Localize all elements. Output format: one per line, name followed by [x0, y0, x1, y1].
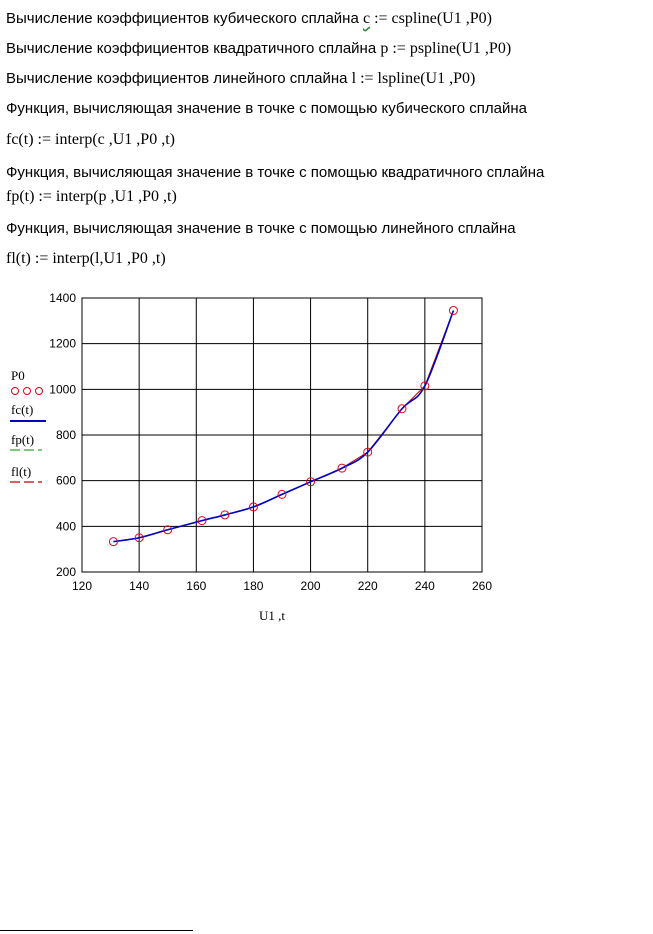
text-line-linear-coeffs: [6, 70, 475, 88]
y-tick-label: 400: [55, 519, 76, 534]
y-tick-label: 800: [55, 428, 76, 442]
chart-ticks: [49, 291, 492, 593]
text-line-cubic-func: Функция, вычисляющая значение в точке с помощью кубического сплайна: [6, 100, 527, 117]
chart-grid: [82, 298, 482, 572]
legend-marker: [12, 388, 19, 395]
text-line-cubic-coeffs: [6, 10, 492, 28]
x-tick-label: 180: [243, 579, 264, 593]
x-tick-label: 220: [357, 579, 378, 593]
line-text: Вычисление коэффициентов линейного сплайна: [6, 70, 352, 87]
linear-coeff-formula: l := lspline(U1 ,P0): [351, 70, 476, 87]
x-tick-label: 120: [71, 579, 93, 593]
quadratic-coeff-formula: p := pspline(U1 ,P0): [380, 40, 512, 57]
formula-fl: fl(t) := interp(l,U1 ,P0 ,t): [6, 250, 166, 267]
legend-marker: [24, 388, 31, 395]
x-tick-label: 160: [186, 579, 207, 593]
y-tick-label: 1400: [49, 291, 76, 305]
x-tick-label: 260: [471, 579, 493, 593]
line-text: Вычисление коэффициентов кубического сплайна: [6, 10, 363, 27]
legend-marker: [36, 388, 43, 395]
x-tick-label: 140: [129, 579, 150, 593]
series-fl-line: [113, 311, 453, 542]
p0-point: [449, 307, 457, 315]
legend-label: P0: [11, 368, 25, 383]
series-fc-line: [113, 311, 453, 542]
footnote-divider: [0, 930, 193, 931]
y-tick-label: 1000: [49, 382, 76, 397]
y-tick-label: 600: [55, 473, 76, 488]
legend-label: fl(t): [11, 464, 32, 479]
legend-label: fp(t): [11, 432, 35, 447]
x-tick-label: 200: [300, 579, 321, 593]
formula-fc: fc(t) := interp(c ,U1 ,P0 ,t): [6, 131, 175, 148]
cubic-coeff-formula: := cspline(U1 ,P0): [370, 10, 492, 27]
y-tick-label: 1200: [49, 336, 76, 351]
chart-points: [109, 307, 457, 546]
line-text: Вычисление коэффициентов квадратичного сплайна: [6, 40, 381, 57]
chart-series-lines: [113, 311, 453, 542]
x-axis-label: U1 ,t: [259, 608, 285, 623]
formula-fp: fp(t) := interp(p ,U1 ,P0 ,t): [6, 188, 177, 205]
series-fp-line: [113, 311, 453, 542]
text-line-quadratic-coeffs: [6, 40, 511, 58]
y-tick-label: 200: [55, 565, 76, 579]
x-tick-label: 240: [414, 579, 435, 593]
chart-legend: [10, 368, 46, 482]
legend-label: fc(t): [11, 402, 34, 417]
text-line-linear-func: Функция, вычисляющая значение в точке с помощью линейного сплайна: [6, 220, 516, 237]
cubic-coeff-var: c: [362, 10, 371, 27]
text-line-quadratic-func: Функция, вычисляющая значение в точке с помощью квадратичного сплайна: [6, 164, 545, 181]
spline-chart: [0, 283, 520, 643]
